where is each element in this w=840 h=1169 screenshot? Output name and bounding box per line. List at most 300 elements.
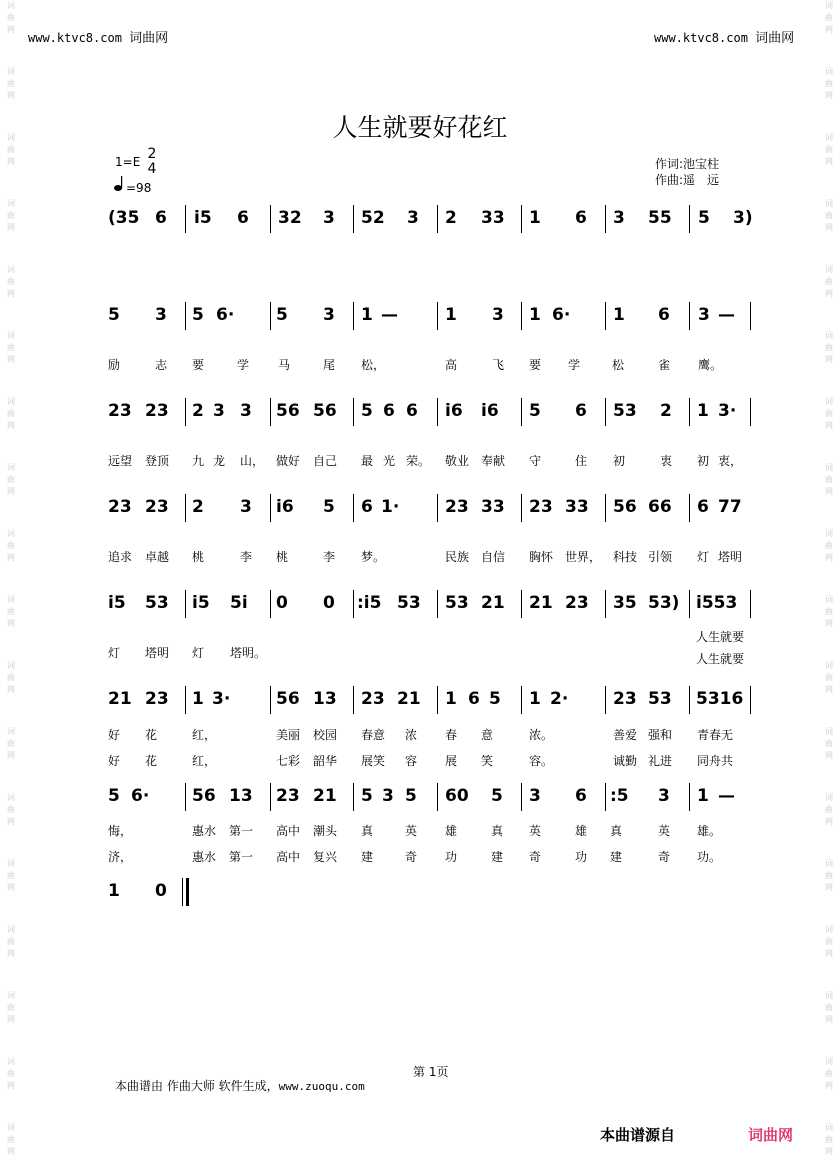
watermark-gap	[0, 300, 22, 330]
barline	[353, 205, 354, 233]
barline	[521, 302, 522, 330]
watermark-char: 网	[7, 355, 15, 364]
watermark-gap	[0, 432, 22, 462]
jianpu-note: 56	[313, 401, 337, 421]
jianpu-note: 5	[361, 786, 373, 806]
jianpu-note: —	[381, 305, 398, 325]
barline	[689, 302, 690, 330]
watermark-char: 词	[825, 199, 833, 208]
watermark-char: 词	[7, 397, 15, 406]
watermark-char: 网	[7, 619, 15, 628]
watermark-char: 词	[825, 661, 833, 670]
lyric-syllable-verse2: 花	[145, 754, 158, 768]
jianpu-note: 2	[192, 497, 204, 517]
watermark-char: 词	[7, 529, 15, 538]
lyric-syllable: 高	[445, 358, 458, 372]
jianpu-note: 23	[145, 689, 169, 709]
jianpu-note: 6	[697, 497, 709, 517]
barline	[689, 783, 690, 811]
watermark-gap	[0, 762, 22, 792]
jianpu-note: 23	[613, 689, 637, 709]
watermark-char: 曲	[7, 13, 15, 22]
lyric-syllable: 青春无	[697, 728, 734, 742]
jianpu-note: 23	[108, 401, 132, 421]
lyric-syllable: 李	[323, 550, 336, 564]
jianpu-note: 13	[229, 786, 253, 806]
watermark-char: 网	[7, 289, 15, 298]
jianpu-note: 53	[648, 689, 672, 709]
watermark-gap	[818, 630, 840, 660]
jianpu-note: 1	[613, 305, 625, 325]
header-right-site: 词曲网	[755, 31, 795, 46]
jianpu-note: 1	[108, 881, 120, 901]
lyric-syllable-verse2: 惠水	[192, 850, 217, 864]
watermark-char: 曲	[825, 1069, 833, 1078]
lyric-syllable: 科技	[613, 550, 638, 564]
watermark-char: 网	[7, 25, 15, 34]
watermark-char: 网	[825, 421, 833, 430]
lyric-syllable: 校园	[313, 728, 338, 742]
song-title: 人生就要好花红	[332, 113, 508, 142]
jianpu-note: 1	[361, 305, 373, 325]
jianpu-note: 53	[613, 401, 637, 421]
watermark-char: 词	[825, 991, 833, 1000]
jianpu-note: 60	[445, 786, 469, 806]
watermark-char: 网	[825, 1147, 833, 1156]
barline	[437, 302, 438, 330]
lyric-syllable: 自信	[481, 550, 506, 564]
watermark-char: 网	[7, 685, 15, 694]
jianpu-note: 6	[468, 689, 480, 709]
barline	[689, 590, 690, 618]
lyric-syllable: 卓越	[145, 550, 170, 564]
lyric-syllable-verse2: 七彩	[276, 754, 301, 768]
barline	[605, 494, 606, 522]
jianpu-note: 5	[361, 401, 373, 421]
watermark-gap	[818, 894, 840, 924]
jianpu-note: 3	[213, 401, 225, 421]
generator-note	[115, 1077, 365, 1094]
lyric-syllable-verse2: 奇	[405, 850, 418, 864]
jianpu-note: 6	[237, 208, 249, 228]
lyric-syllable: 学	[237, 358, 250, 372]
jianpu-note: i6	[276, 497, 294, 517]
watermark-char: 曲	[7, 1003, 15, 1012]
lyric-syllable: 红，	[192, 728, 217, 742]
watermark-gap	[0, 1092, 22, 1122]
jianpu-note: 6·	[552, 305, 571, 325]
jianpu-note: 0	[323, 593, 335, 613]
watermark-char: 词	[7, 1, 15, 10]
jianpu-note: 6	[575, 786, 587, 806]
watermark-char: 词	[7, 925, 15, 934]
watermark-char: 曲	[7, 277, 15, 286]
jianpu-note: 32	[278, 208, 302, 228]
lyric-syllable-verse2: 笑	[481, 754, 494, 768]
lyric-syllable: 登顶	[145, 454, 170, 468]
lyric-syllable: 九	[192, 454, 205, 468]
watermark-char: 网	[825, 157, 833, 166]
jianpu-note: 3	[382, 786, 394, 806]
barline	[521, 494, 522, 522]
watermark-gap	[0, 564, 22, 594]
jianpu-note: 56	[276, 401, 300, 421]
jianpu-note: 21	[481, 593, 505, 613]
jianpu-note: 5	[323, 497, 335, 517]
barline	[185, 494, 186, 522]
source-label: 本曲谱源自	[600, 1126, 676, 1144]
watermark-char: 曲	[7, 937, 15, 946]
barline	[521, 205, 522, 233]
jianpu-note: 5	[405, 786, 417, 806]
watermark-char: 网	[825, 619, 833, 628]
tempo-mark: =98	[126, 181, 152, 195]
jianpu-note: 6·	[131, 786, 150, 806]
watermark-gap	[818, 696, 840, 726]
barline	[605, 398, 606, 426]
barline	[437, 686, 438, 714]
jianpu-note: i6	[481, 401, 499, 421]
watermark-char: 网	[7, 91, 15, 100]
barline	[750, 590, 751, 618]
barline	[521, 590, 522, 618]
jianpu-note: 1	[529, 305, 541, 325]
jianpu-note: 1	[445, 689, 457, 709]
barline	[353, 398, 354, 426]
lyric-syllable-verse2: 容	[405, 754, 418, 768]
lyric-syllable: 善爱	[613, 728, 638, 742]
jianpu-note: 3·	[212, 689, 231, 709]
watermark-char: 网	[825, 25, 833, 34]
jianpu-note: i5	[194, 208, 212, 228]
quarter-note-icon	[114, 176, 126, 192]
watermark-char: 词	[7, 1057, 15, 1066]
lyric-syllable: 悔，	[108, 824, 133, 838]
barline	[605, 302, 606, 330]
lyric-syllable: 真	[491, 824, 504, 838]
jianpu-note: :5	[610, 786, 629, 806]
watermark-char: 网	[7, 751, 15, 760]
watermark-gap	[818, 1026, 840, 1056]
watermark-char: 网	[825, 487, 833, 496]
watermark-char: 网	[825, 883, 833, 892]
jianpu-note: 21	[313, 786, 337, 806]
lyric-syllable-verse2: 奇	[658, 850, 671, 864]
lyric-syllable: 住	[575, 454, 588, 468]
watermark-char: 曲	[825, 937, 833, 946]
jianpu-note: 5	[529, 401, 541, 421]
lyric-syllable: 志	[155, 358, 168, 372]
jianpu-note: 23	[145, 497, 169, 517]
lyric-syllable: 意	[481, 728, 494, 742]
watermark-char: 网	[825, 685, 833, 694]
watermark-gap	[818, 36, 840, 66]
jianpu-note: 21	[529, 593, 553, 613]
jianpu-note: 2	[660, 401, 672, 421]
barline	[270, 302, 271, 330]
watermark-char: 曲	[825, 145, 833, 154]
jianpu-note: 1	[697, 401, 709, 421]
watermark-char: 网	[7, 883, 15, 892]
watermark-gap	[818, 1158, 840, 1169]
jianpu-note: 33	[565, 497, 589, 517]
jianpu-note: 3	[529, 786, 541, 806]
jianpu-note: 1·	[381, 497, 400, 517]
lyric-syllable: 雄。	[697, 824, 722, 838]
jianpu-note: 23	[445, 497, 469, 517]
barline	[437, 205, 438, 233]
watermark-gap	[0, 960, 22, 990]
source-site-link[interactable]: 词曲网	[748, 1126, 794, 1144]
barline	[270, 686, 271, 714]
jianpu-note: 53	[145, 593, 169, 613]
jianpu-note: 1	[529, 208, 541, 228]
lyric-syllable: 马	[278, 358, 291, 372]
lyric-syllable: 惠水	[192, 824, 217, 838]
watermark-gap	[0, 1158, 22, 1169]
jianpu-note: 6	[658, 305, 670, 325]
jianpu-note: 0	[155, 881, 167, 901]
lyric-syllable-verse2: 展	[445, 754, 458, 768]
lyric-syllable: 塔明	[145, 646, 170, 660]
lyric-syllable: 雄	[575, 824, 588, 838]
lyric-syllable-verse2: 礼进	[648, 754, 673, 768]
lyric-syllable: 美丽	[276, 728, 301, 742]
watermark-char: 词	[7, 661, 15, 670]
jianpu-note: 55	[648, 208, 672, 228]
barline	[270, 205, 271, 233]
lyric-syllable: 学	[568, 358, 581, 372]
header-left-url[interactable]: www.ktvc8.com	[28, 31, 122, 45]
lyric-syllable: 要	[192, 358, 205, 372]
generator-text: 本曲谱由 作曲大师 软件生成，	[115, 1079, 279, 1093]
lyric-syllable: 励	[108, 358, 121, 372]
jianpu-note: 52	[361, 208, 385, 228]
barline	[605, 205, 606, 233]
barline	[185, 302, 186, 330]
watermark-char: 网	[825, 751, 833, 760]
watermark-char: 曲	[825, 277, 833, 286]
watermark-char: 曲	[7, 871, 15, 880]
jianpu-note: 6	[575, 208, 587, 228]
watermark-char: 网	[825, 223, 833, 232]
barline	[605, 590, 606, 618]
lyric-syllable: 龙	[213, 454, 226, 468]
time-signature	[145, 147, 159, 177]
watermark-gap	[818, 168, 840, 198]
jianpu-note: (35	[108, 208, 140, 228]
jianpu-note: 5	[491, 786, 503, 806]
watermark-gap	[0, 630, 22, 660]
watermark-char: 网	[7, 949, 15, 958]
barline	[185, 590, 186, 618]
lyric-syllable-verse2: 诚勤	[613, 754, 638, 768]
lyric-syllable: 灯	[192, 646, 205, 660]
barline	[605, 783, 606, 811]
watermark-char: 曲	[7, 1069, 15, 1078]
watermark-char: 词	[7, 67, 15, 76]
watermark-char: 词	[825, 1057, 833, 1066]
watermark-char: 网	[825, 1015, 833, 1024]
lyric-syllable: 衷	[660, 454, 673, 468]
watermark-char: 曲	[825, 541, 833, 550]
jianpu-note: 5	[108, 305, 120, 325]
watermark-char: 网	[7, 223, 15, 232]
watermark-char: 词	[825, 265, 833, 274]
jianpu-note: 23	[361, 689, 385, 709]
barline	[353, 590, 354, 618]
jianpu-note: 56	[192, 786, 216, 806]
lyric-syllable-verse2: 容。	[529, 754, 554, 768]
watermark-char: 曲	[825, 673, 833, 682]
lyric-syllable-verse2: 好	[108, 754, 121, 768]
watermark-char: 词	[7, 199, 15, 208]
watermark-char: 词	[825, 1, 833, 10]
lyric-syllable: 高中	[276, 824, 301, 838]
lyric-syllable: 荣。	[406, 454, 431, 468]
lyric-syllable-verse2: 复兴	[313, 850, 338, 864]
jianpu-note: 1	[445, 305, 457, 325]
lyric-syllable: 做好	[276, 454, 301, 468]
barline	[689, 494, 690, 522]
header-right-url[interactable]: www.ktvc8.com	[654, 31, 748, 45]
watermark-char: 曲	[825, 739, 833, 748]
lyric-syllable: 鹰。	[698, 358, 723, 372]
watermark-gap	[818, 960, 840, 990]
watermark-gap	[0, 498, 22, 528]
watermark-char: 曲	[825, 409, 833, 418]
barline	[353, 783, 354, 811]
lyric-syllable: 花	[145, 728, 158, 742]
watermark-char: 曲	[825, 1003, 833, 1012]
lyric-syllable: 奉献	[481, 454, 506, 468]
barline	[750, 686, 751, 714]
jianpu-note: 5	[108, 786, 120, 806]
lyric-syllable: 梦。	[361, 550, 386, 564]
lyric-syllable: 初	[697, 454, 710, 468]
lyric-syllable: 山，	[240, 454, 265, 468]
jianpu-note: i5	[108, 593, 126, 613]
jianpu-note: 56	[276, 689, 300, 709]
generator-url[interactable]: www.zuoqu.com	[278, 1080, 365, 1093]
jianpu-note: 5	[489, 689, 501, 709]
lyric-syllable: 守	[529, 454, 542, 468]
jianpu-note: 3·	[718, 401, 737, 421]
watermark-char: 词	[825, 859, 833, 868]
lyric-syllable: 要	[529, 358, 542, 372]
lyric-syllable: 春	[445, 728, 458, 742]
barline	[521, 783, 522, 811]
watermark-char: 词	[825, 925, 833, 934]
lyric-syllable: 桃	[192, 550, 205, 564]
barline	[689, 398, 690, 426]
lyric-syllable: 英	[658, 824, 671, 838]
watermark-char: 网	[825, 289, 833, 298]
jianpu-note: 2	[192, 401, 204, 421]
lyric-syllable: 尾	[323, 358, 336, 372]
time-denominator: 4	[147, 161, 157, 177]
barline	[185, 686, 186, 714]
lyric-syllable: 雄	[445, 824, 458, 838]
watermark-char: 网	[825, 355, 833, 364]
jianpu-note: 21	[397, 689, 421, 709]
right-watermark-strip	[818, 0, 840, 1169]
watermark-char: 词	[825, 133, 833, 142]
jianpu-note: i5	[192, 593, 210, 613]
watermark-char: 网	[825, 1081, 833, 1090]
lyric-syllable-verse2: 展笑	[361, 754, 386, 768]
jianpu-note: 3	[698, 305, 710, 325]
jianpu-note: 6	[383, 401, 395, 421]
lyric-syllable: 真	[610, 824, 623, 838]
final-barline-thin	[182, 878, 183, 906]
watermark-gap	[818, 1092, 840, 1122]
barline	[353, 494, 354, 522]
watermark-char: 曲	[7, 673, 15, 682]
jianpu-note: 3	[658, 786, 670, 806]
jianpu-note: 3	[323, 305, 335, 325]
lyric-syllable: 最	[361, 454, 374, 468]
watermark-gap	[0, 36, 22, 66]
watermark-char: 曲	[7, 1135, 15, 1144]
watermark-gap	[0, 366, 22, 396]
jianpu-note: 6·	[216, 305, 235, 325]
watermark-char: 词	[7, 133, 15, 142]
lyric-syllable: 雀	[658, 358, 671, 372]
lyric-syllable: 光	[383, 454, 396, 468]
lyric-syllable: 好	[108, 728, 121, 742]
jianpu-note: 53	[445, 593, 469, 613]
lyric-syllable: 追求	[108, 550, 133, 564]
watermark-char: 词	[7, 1123, 15, 1132]
watermark-gap	[0, 234, 22, 264]
lyric-syllable-verse2: 红，	[192, 754, 217, 768]
jianpu-note: 23	[565, 593, 589, 613]
header-right	[654, 27, 794, 46]
jianpu-note: i553	[696, 593, 738, 613]
watermark-char: 词	[825, 331, 833, 340]
lyric-syllable: 强和	[648, 728, 673, 742]
barline	[689, 686, 690, 714]
jianpu-note: 5i	[230, 593, 248, 613]
watermark-char: 曲	[825, 343, 833, 352]
watermark-gap	[818, 366, 840, 396]
jianpu-note: 1	[697, 786, 709, 806]
jianpu-note: 5	[192, 305, 204, 325]
jianpu-note: 2	[445, 208, 457, 228]
watermark-gap	[0, 168, 22, 198]
lyric-syllable: 浓	[405, 728, 418, 742]
jianpu-note: i6	[445, 401, 463, 421]
lyric-syllable-verse2: 第一	[229, 850, 254, 864]
barline	[437, 783, 438, 811]
barline	[185, 205, 186, 233]
lyric-syllable: 浓。	[529, 728, 554, 742]
watermark-gap	[818, 432, 840, 462]
watermark-char: 曲	[7, 211, 15, 220]
jianpu-note: 3	[613, 208, 625, 228]
jianpu-note: 35	[613, 593, 637, 613]
watermark-char: 曲	[7, 475, 15, 484]
jianpu-note: —	[718, 305, 735, 325]
key-signature: 1=E	[115, 155, 141, 169]
jianpu-note: 77	[718, 497, 742, 517]
jianpu-note: 5	[276, 305, 288, 325]
watermark-char: 曲	[825, 13, 833, 22]
watermark-gap	[818, 498, 840, 528]
lyric-syllable: 世界，	[565, 550, 602, 564]
lyric-syllable: 塔明	[718, 550, 743, 564]
